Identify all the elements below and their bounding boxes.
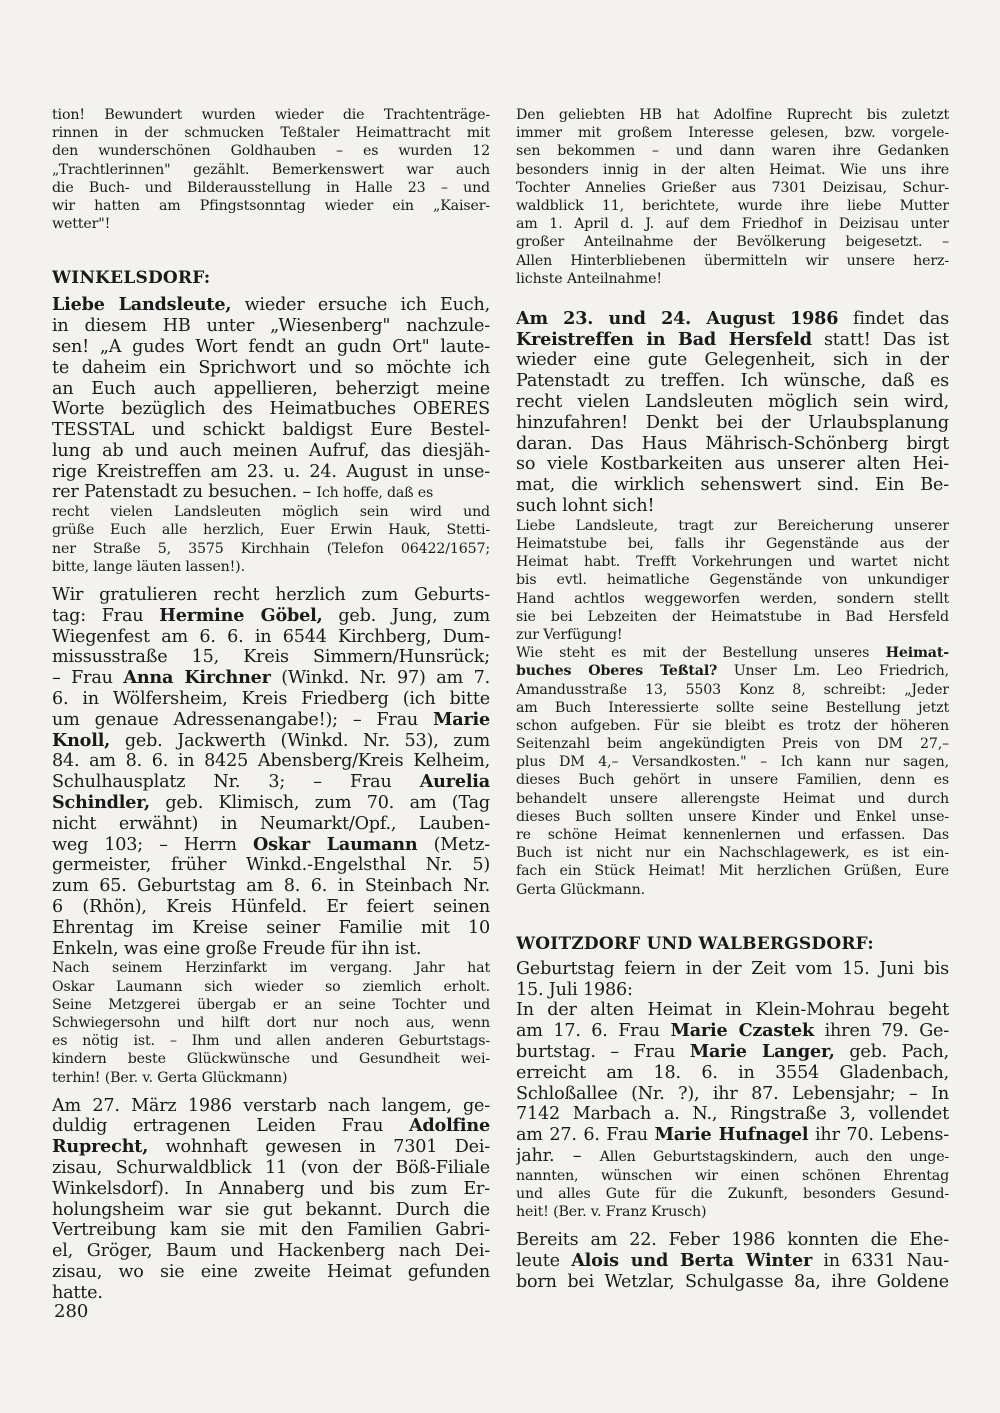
- text-line: Ruprecht, wohnhaft gewesen in 7301 Dei-: [52, 1137, 490, 1158]
- text-line: fach ein Stück Heimat! Mit herzlichen Grüßen, Eure: [516, 863, 949, 880]
- text-line: Den geliebten HB hat Adolfine Ruprecht bis zuletzt: [516, 107, 949, 123]
- text-line: schon aufgeben. Für sie bleibt es trotz der höheren: [516, 717, 949, 734]
- page-number: 280: [54, 1301, 89, 1322]
- text-line: zisau, Schurwaldblick 11 (von der Böß-Filiale: [52, 1158, 490, 1179]
- text-line: um genaue Adressenangabe!); – Frau Marie: [52, 709, 490, 730]
- heimatstube-paragraph: [516, 517, 949, 644]
- text-line: erreicht am 18. 6. in 3554 Gladenbach,: [516, 1062, 949, 1083]
- text-line: 7142 Marbach a. N., Ringstraße 3, vollendet: [516, 1104, 949, 1125]
- text-line: sie bei Lebzeiten der Heimatstube in Bad Hersfeld: [516, 608, 949, 625]
- text-line: Knoll, geb. Jackwerth (Winkd. Nr. 53), zum: [52, 730, 490, 751]
- text-line: behandelt unsere allerengste Heimat und durch: [516, 790, 949, 807]
- text-line: jahr. – Allen Geburtstagskindern, auch den unge-: [516, 1145, 949, 1166]
- text-line: am 17. 6. Frau Marie Czastek ihren 79. Ge-: [516, 1021, 949, 1042]
- text-line: lung ab und auch meinen Aufruf, das diesjäh-: [52, 440, 490, 461]
- text-line: Heimat habt. Trefft Vorkehrungen und wartet nicht: [516, 554, 949, 571]
- text-line: wieder eine gute Gelegenheit, sich in der: [516, 350, 949, 371]
- woitzdorf-paragraph: [516, 959, 949, 1222]
- text-line: „Trachtlerinnen" gezählt. Bemerkenswert war auch: [52, 161, 490, 178]
- text-line: sen bekommen – und dann waren ihre Gedanken: [516, 143, 949, 160]
- text-line: sen! „A gudes Wort fendt an gudn Ort" laute-: [52, 336, 490, 357]
- text-line: waldblick 11, berichtete, wurde ihre liebe Mutter: [516, 197, 949, 214]
- text-line: te daheim ein Sprichwort und so möchte ich: [52, 357, 490, 378]
- text-line: an Euch auch appellieren, beherzigt meine: [52, 378, 490, 399]
- text-line: dieses Buch gehört in unsere Familien, denn es: [516, 772, 949, 789]
- text-line: In der alten Heimat in Klein-Mohrau begeht: [516, 1000, 949, 1021]
- text-line: plus DM 4,– Versandkosten." – Ich kann nur sagen,: [516, 754, 949, 771]
- text-line: kindern beste Glückwünsche und Gesundheit wei-: [52, 1051, 490, 1068]
- text-line: lichste Anteilnahme!: [516, 270, 662, 287]
- text-line: terhin! (Ber. v. Gerta Glückmann): [52, 1069, 288, 1086]
- text-line: grüße Euch alle herzlich, Euer Erwin Hauk, Stetti-: [52, 522, 490, 539]
- text-line: Winkelsdorf). In Annaberg und bis zum Er-: [52, 1178, 490, 1199]
- winter-paragraph: [516, 1230, 949, 1292]
- text-line: such lohnt sich!: [516, 496, 655, 517]
- text-line: zum 65. Geburtstag am 8. 6. in Steinbach Nr.: [52, 876, 490, 897]
- text-line: Schloßallee (Nr. ?), ihr 87. Lebensjahr; – In: [516, 1083, 949, 1104]
- text-line: es nötig ist. – Ihm und allen anderen Geburtstags-: [52, 1033, 490, 1050]
- text-line: Schwiegersohn und hilft dort nur noch aus, wenn: [52, 1014, 490, 1031]
- text-line: Patenstadt zu treffen. Ich wünsche, daß es: [516, 371, 949, 392]
- text-line: tag: Frau Hermine Göbel, geb. Jung, zum: [52, 605, 490, 626]
- obituary-paragraph: [52, 1096, 490, 1304]
- text-line: re schöne Heimat kennenlernen und erfassen. Das: [516, 827, 949, 844]
- text-line: zur Verfügung!: [516, 626, 623, 643]
- text-line: dieses Buch sollten unsere Kinder und Enkel unse-: [516, 808, 949, 825]
- left-column: [52, 106, 490, 1304]
- text-line: nicht erwähnt) in Neumarkt/Opf., Lauben-: [52, 813, 490, 834]
- text-line: 15. Juli 1986:: [516, 979, 633, 1000]
- text-line: Ehrentag im Kreise seiner Familie mit 10: [52, 917, 490, 938]
- winkelsdorf-paragraph: [52, 295, 490, 576]
- text-line: – Frau Anna Kirchner (Winkd. Nr. 97) am 7.: [52, 668, 490, 689]
- text-line: Vertreibung kam sie mit den Familien Gabri-: [52, 1220, 490, 1241]
- text-line: in diesem HB unter „Wiesenberg" nachzule-: [52, 316, 490, 337]
- text-line: missusstraße 15, Kreis Simmern/Hunsrück;: [52, 647, 490, 668]
- text-line: Tochter Annelies Grießer aus 7301 Deizisau, Schur-: [516, 179, 949, 196]
- text-line: recht vielen Landsleuten möglich sein wird,: [516, 392, 949, 413]
- text-line: TESSTAL und schickt baldigst Eure Bestel-: [52, 420, 490, 441]
- text-line: rinnen in der schmucken Teßtaler Heimattracht mit: [52, 125, 490, 142]
- text-line: bitte, lange läuten lassen!).: [52, 558, 245, 575]
- text-line: rige Kreistreffen am 23. u. 24. August in unse-: [52, 461, 490, 482]
- text-line: hinzufahren! Denkt bei der Urlaubsplanung: [516, 412, 949, 433]
- text-line: holungsheim war sie gut bekannt. Durch die: [52, 1199, 490, 1220]
- text-line: Kreistreffen in Bad Hersfeld statt! Das ist: [516, 329, 949, 350]
- text-line: Allen Hinterbliebenen übermitteln wir unsere herz-: [516, 252, 949, 269]
- text-line: germeister, früher Winkd.-Engelsthal Nr. 5): [52, 855, 490, 876]
- text-line: Nach seinem Herzinfarkt im vergang. Jahr hat: [52, 960, 490, 977]
- text-line: wir hatten am Pfingstsonntag wieder ein „Kaiser-: [52, 197, 490, 214]
- text-line: bis evtl. heimatliche Gegenstände von unkundiger: [516, 572, 949, 589]
- text-line: immer mit großem Interesse gelesen, bzw. vorgele-: [516, 125, 949, 142]
- text-line: Bereits am 22. Feber 1986 konnten die Ehe-: [516, 1230, 949, 1251]
- text-line: Hand achtlos weggeworfen werden, sondern stellt: [516, 590, 949, 607]
- kreistreffen-paragraph: [516, 309, 949, 517]
- text-line: den wunderschönen Goldhauben – es wurden 12: [52, 143, 490, 160]
- text-line: Buch ist nicht nur ein Nachschlagewerk, es ist ein-: [516, 845, 949, 862]
- bestellung-paragraph: [516, 644, 949, 899]
- text-line: Seitenzahl beim angekündigten Preis von DM 27,–: [516, 736, 949, 753]
- text-line: besonders innig in der alten Heimat. Wie uns ihre: [516, 161, 949, 178]
- text-line: burtstag. – Frau Marie Langer, geb. Pach,: [516, 1041, 949, 1062]
- text-line: Oskar Laumann sich wieder so ziemlich erholt.: [52, 978, 490, 995]
- text-line: nannten, wünschen wir einen schönen Ehrentag: [516, 1167, 949, 1184]
- text-line: großer Anteilnahme der Bevölkerung beigesetzt. –: [516, 234, 949, 251]
- text-line: am 27. 6. Frau Marie Hufnagel ihr 70. Lebens-: [516, 1125, 949, 1146]
- text-line: wetter"!: [52, 216, 111, 233]
- text-line: Schulhausplatz Nr. 3; – Frau Aurelia: [52, 772, 490, 793]
- intro-paragraph: [52, 106, 490, 233]
- text-line: Geburtstag feiern in der Zeit vom 15. Juni bis: [516, 958, 949, 979]
- text-line: daran. Das Haus Mährisch-Schönberg birgt: [516, 433, 949, 454]
- text-line: Wir gratulieren recht herzlich zum Geburts-: [52, 585, 490, 606]
- text-line: Amandusstraße 13, 5503 Konz 8, schreibt: „Jeder: [516, 681, 949, 698]
- text-line: Gerta Glückmann.: [516, 881, 646, 898]
- text-line: Worte bezüglich des Heimatbuches OBERES: [52, 399, 490, 420]
- text-line: leute Alois und Berta Winter in 6331 Nau-: [516, 1251, 949, 1272]
- section-heading-woitzdorf: WOITZDORF UND WALBERGSDORF:: [516, 933, 874, 954]
- text-line: Enkeln, was eine große Freude für ihn ist.: [52, 938, 422, 959]
- text-line: 6 (Rhön), Kreis Hünfeld. Er feiert seinen: [52, 896, 490, 917]
- text-line: Wiegenfest am 6. 6. in 6544 Kirchberg, Dum-: [52, 626, 490, 647]
- text-line: buches Oberes Teßtal? Unser Lm. Leo Friedrich,: [516, 663, 949, 680]
- text-line: Wie steht es mit der Bestellung unseres Heimat-: [516, 645, 949, 662]
- text-line: recht vielen Landsleuten möglich sein wird und: [52, 504, 490, 521]
- text-line: Heimatstube bei, falls ihr Gegenstände aus der: [516, 536, 949, 553]
- text-line: 84. am 8. 6. in 8425 Abensberg/Kreis Kelheim,: [52, 751, 490, 772]
- text-line: Schindler, geb. Klimisch, zum 70. am (Tag: [52, 793, 490, 813]
- text-line: Seine Metzgerei übergab er an seine Tochter und: [52, 996, 490, 1013]
- text-line: 6. in Wölfersheim, Kreis Friedberg (ich bitte: [52, 689, 490, 710]
- text-line: Am 27. März 1986 verstarb nach langem, ge-: [52, 1095, 490, 1116]
- text-line: Am 23. und 24. August 1986 findet das: [516, 308, 949, 329]
- text-line: ner Straße 5, 3575 Kirchhain (Telefon 06422/1657;: [52, 540, 490, 557]
- text-line: so viele Kostbarkeiten aus unserer alten Hei-: [516, 454, 949, 475]
- text-line: duldig ertragenen Leiden Frau Adolfine: [52, 1116, 490, 1137]
- text-line: Liebe Landsleute, tragt zur Bereicherung unserer: [516, 517, 949, 534]
- section-heading-winkelsdorf: WINKELSDORF:: [52, 268, 211, 289]
- text-line: hatte.: [52, 1282, 103, 1303]
- text-line: rer Patenstadt zu besuchen. – Ich hoffe, daß es: [52, 482, 434, 503]
- text-line: el, Gröger, Baum und Hackenberg nach Dei-: [52, 1241, 490, 1262]
- text-line: tion! Bewundert wurden wieder die Trachtenträge-: [52, 107, 490, 123]
- text-line: zisau, wo sie eine zweite Heimat gefunden: [52, 1262, 490, 1283]
- text-line: am 1. April d. J. auf dem Friedhof in Deizisau unter: [516, 216, 949, 233]
- right-column: [516, 106, 949, 1293]
- text-line: die Buch- und Bilderausstellung in Halle 23 – und: [52, 179, 490, 196]
- birthday-paragraph: [52, 585, 490, 1087]
- text-line: mat, die wirklich sehenswert sind. Ein Be-: [516, 475, 949, 496]
- bold-text: Liebe Landsleute,: [52, 295, 232, 316]
- text-line: Liebe Landsleute, wieder ersuche ich Euch,: [52, 295, 490, 316]
- text-line: am Buch Interessierte sollte seine Bestellung jetzt: [516, 699, 949, 716]
- text-line: heit! (Ber. v. Franz Krusch): [516, 1204, 707, 1221]
- text-line: born bei Wetzlar, Schulgasse 8a, ihre Goldene: [516, 1271, 949, 1292]
- text-line: weg 103; – Herrn Oskar Laumann (Metz-: [52, 834, 490, 855]
- ruprecht-continuation: [516, 106, 949, 288]
- text-line: und alles Gute für die Zukunft, besonders Gesund-: [516, 1185, 949, 1202]
